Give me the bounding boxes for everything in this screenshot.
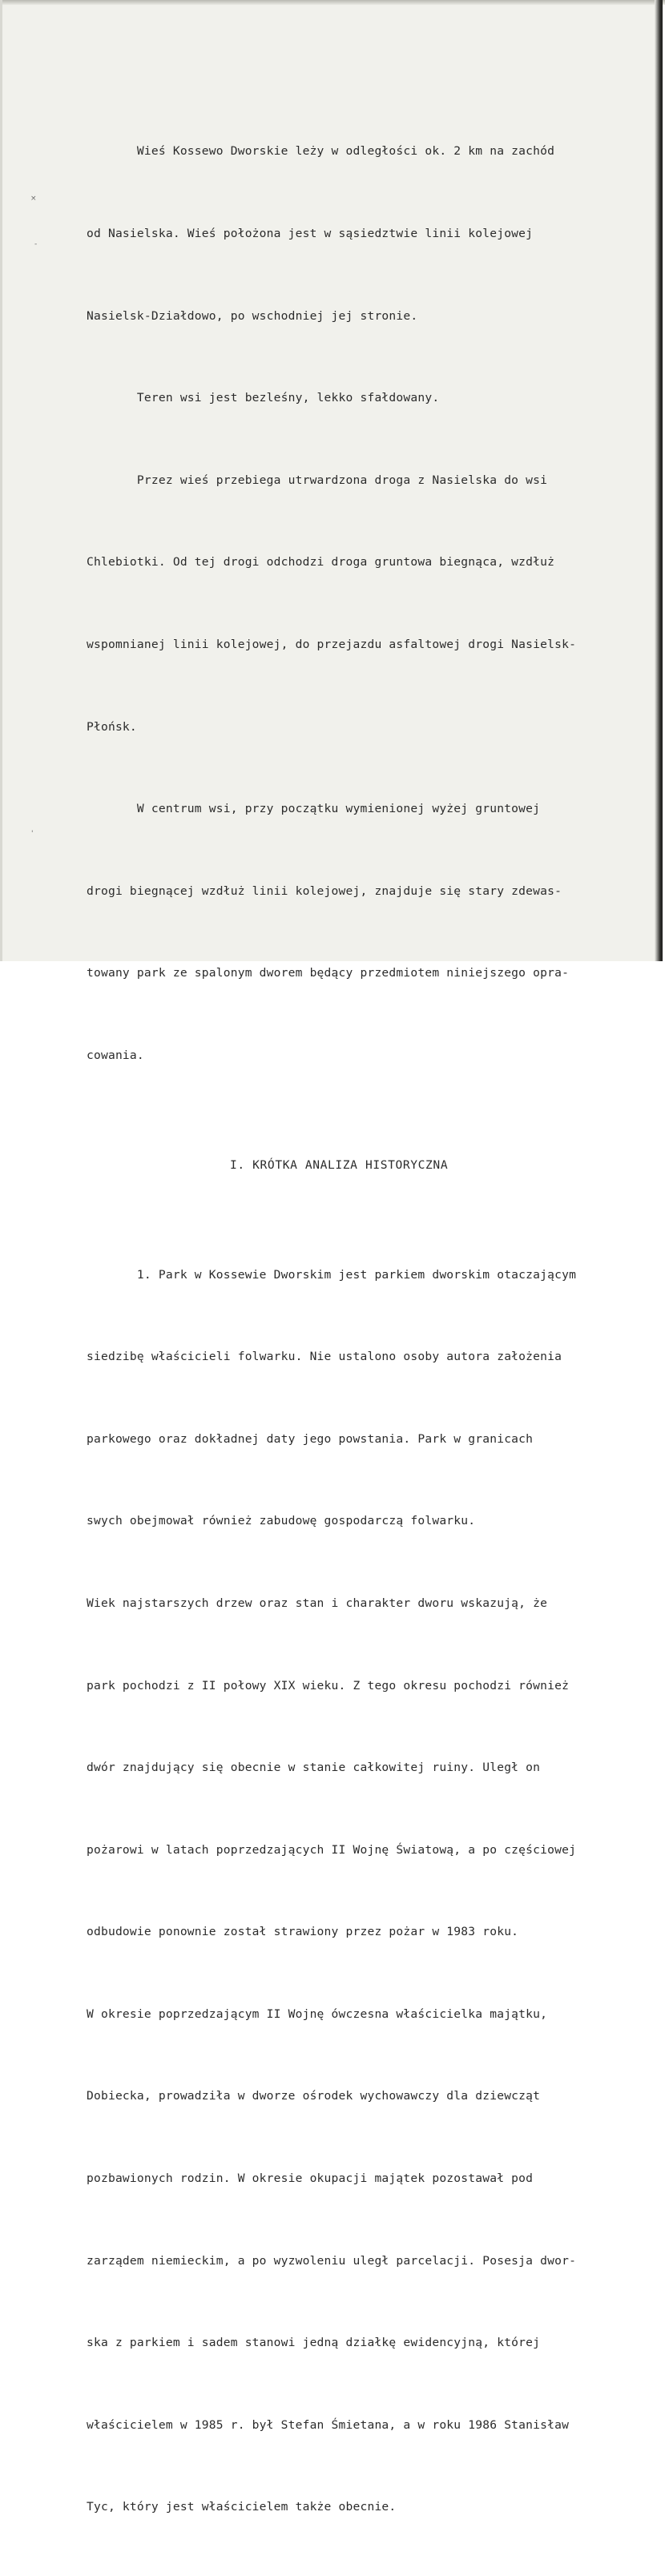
text-line: W okresie poprzedzającym II Wojnę ówczesna właścicielka majątku, [87,2006,548,2021]
text-line: od Nasielska. Wieś położona jest w sąsiedztwie linii kolejowej [87,227,534,240]
text-line: Wiek najstarszych drzew oraz stan i charakter dworu wskazują, że [87,1596,548,1610]
text-line: park pochodzi z II połowy XIX wieku. Z tego okresu pochodzi również [87,1678,570,1693]
text-line: W centrum wsi, przy początku wymienionej wyżej gruntowej [87,802,541,816]
text-line: Nasielsk-Działdowo, po wschodniej jej stronie. [87,308,418,323]
text-line: Tyc, który jest właścicielem także obecnie. [87,2500,397,2514]
margin-mark: ' [31,830,34,838]
text-line: ska z parkiem i sadem stanowi jedną działkę ewidencyjną, której [87,2336,541,2350]
text-line: swych obejmował również zabudowę gospodarczą folwarku. [87,1514,476,1528]
text-line: wspomnianej linii kolejowej, do przejazdu asfaltowej drogi Nasielsk- [87,637,577,651]
text-line: właścicielem w 1985 r. był Stefan Śmietana, a w roku 1986 Stanisław [87,2417,570,2432]
section-heading: I. KRÓTKA ANALIZA HISTORYCZNA [230,1157,449,1172]
text-line: 1. Park w Kossewie Dworskim jest parkiem dworskim otaczającym [87,1267,577,1282]
text-line: pozbawionych rodzin. W okresie okupacji majątek pozostawał pod [87,2171,534,2186]
margin-mark: - [34,240,38,248]
text-line: Wieś Kossewo Dworskie leży w odległości ok. 2 km na zachód [87,144,555,159]
text-line: Przez wieś przebiega utrwardzona droga z Nasielska do wsi [87,473,548,487]
text-line: pożarowi w latach poprzedzających II Wojnę Światową, a po częściowej [87,1842,577,1857]
text-line: parkowego oraz dokładnej daty jego powstania. Park w granicach [87,1431,534,1446]
scan-right-edge [655,0,663,961]
text-line: zarządem niemieckim, a po wyzwoleniu uległ parcelacji. Posesja dwor- [87,2253,577,2268]
scan-top-edge [2,0,665,5]
text-line: siedzibę właścicieli folwarku. Nie ustalono osoby autora założenia [87,1350,562,1364]
text-line: cowania. [87,1048,144,1062]
text-line: dwór znajdujący się obecnie w stanie całkowitej ruiny. Uległ on [87,1761,541,1775]
text-line: drogi biegnącej wzdłuż linii kolejowej, znajduje się stary zdewas- [87,883,562,898]
text-line: Płońsk. [87,719,137,734]
text-line: Chlebiotki. Od tej drogi odchodzi droga gruntowa biegnąca, wzdłuż [87,555,555,570]
text-line: odbudowie ponownie został strawiony przez pożar w 1983 roku. [87,1925,519,1939]
text-line: Teren wsi jest bezleśny, lekko sfałdowany. [87,391,440,405]
document-body [87,83,647,2576]
text-line: Dobiecka, prowadziła w dworze ośrodek wychowawczy dla dziewcząt [87,2089,541,2103]
text-line: towany park ze spalonym dworem będący przedmiotem niniejszego opra- [87,966,570,980]
margin-mark: × [30,195,37,203]
